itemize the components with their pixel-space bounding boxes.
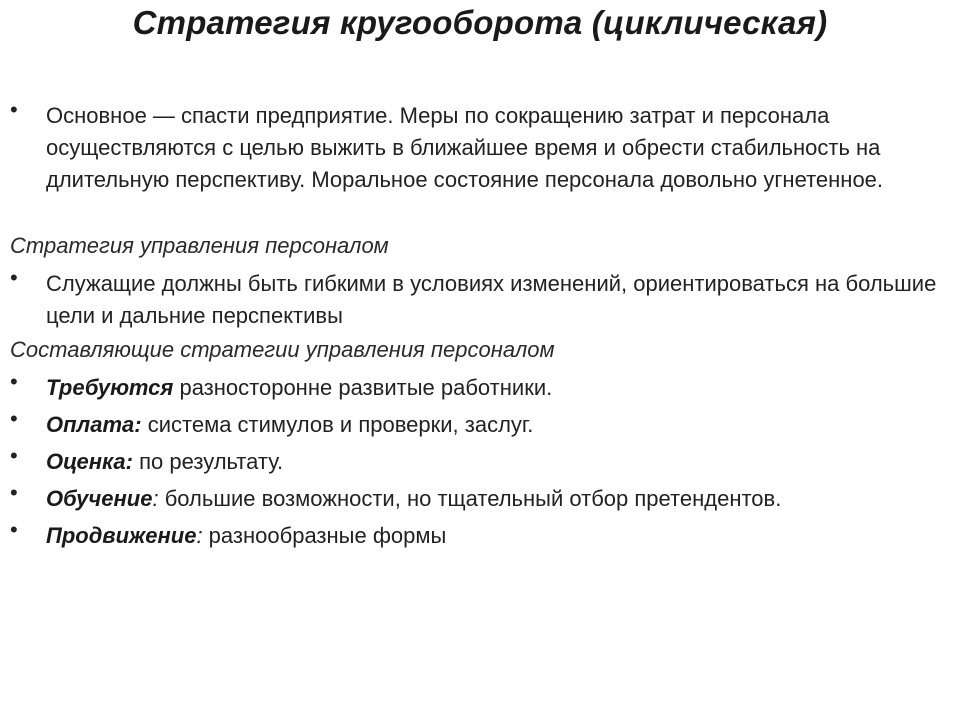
component-text: большие возможности, но тщательный отбор претендентов. [158, 486, 782, 511]
component-line [46, 446, 950, 478]
component-item [10, 406, 950, 446]
bullet-icon: • [10, 517, 18, 542]
component-keyword: Продвижение [46, 523, 197, 548]
main-bullet-item [10, 97, 950, 228]
strategy-bullet-text: Служащие должны быть гибкими в условиях изменений, ориентироваться на большие цели и дальние перспективы [46, 271, 937, 328]
component-text: система стимулов и проверки, заслуг. [141, 412, 534, 437]
component-keyword: Оценка: [46, 449, 133, 474]
main-bullet-text: Основное — спасти предприятие. Меры по сокращению затрат и персонала осуществляются с целью выжить в ближайшее время и обрести стабильность на длительную перспективу. Моральное состояние персонала довольно угнетенное. [46, 103, 884, 192]
strategy-bullet-item [10, 265, 950, 334]
component-line [46, 483, 950, 515]
bullet-icon: • [10, 443, 18, 468]
component-text: разнообразные формы [202, 523, 447, 548]
subheading-strategy-components: Составляющие стратегии управления персоналом [10, 337, 555, 362]
component-keyword: Оплата: [46, 412, 142, 437]
component-keyword: Требуются [46, 375, 174, 400]
component-line [46, 372, 950, 404]
component-text: разносторонне развитые работники. [173, 375, 553, 400]
slide-content [10, 97, 950, 557]
component-item [10, 369, 950, 409]
component-item [10, 480, 950, 520]
slide-title: Стратегия кругооборота (циклическая) [132, 4, 828, 41]
component-item [10, 517, 950, 557]
bullet-icon: • [10, 97, 18, 122]
bullet-icon: • [10, 406, 18, 431]
component-line [46, 520, 950, 552]
component-item [10, 443, 950, 483]
subheading-personnel-strategy: Стратегия управления персоналом [10, 233, 389, 258]
component-separator: : [152, 486, 159, 511]
component-separator: : [196, 523, 203, 548]
component-line [46, 409, 950, 441]
bullet-icon: • [10, 480, 18, 505]
component-text: по результату. [133, 449, 284, 474]
component-keyword: Обучение [46, 486, 153, 511]
bullet-icon: • [10, 265, 18, 290]
bullet-icon: • [10, 369, 18, 394]
